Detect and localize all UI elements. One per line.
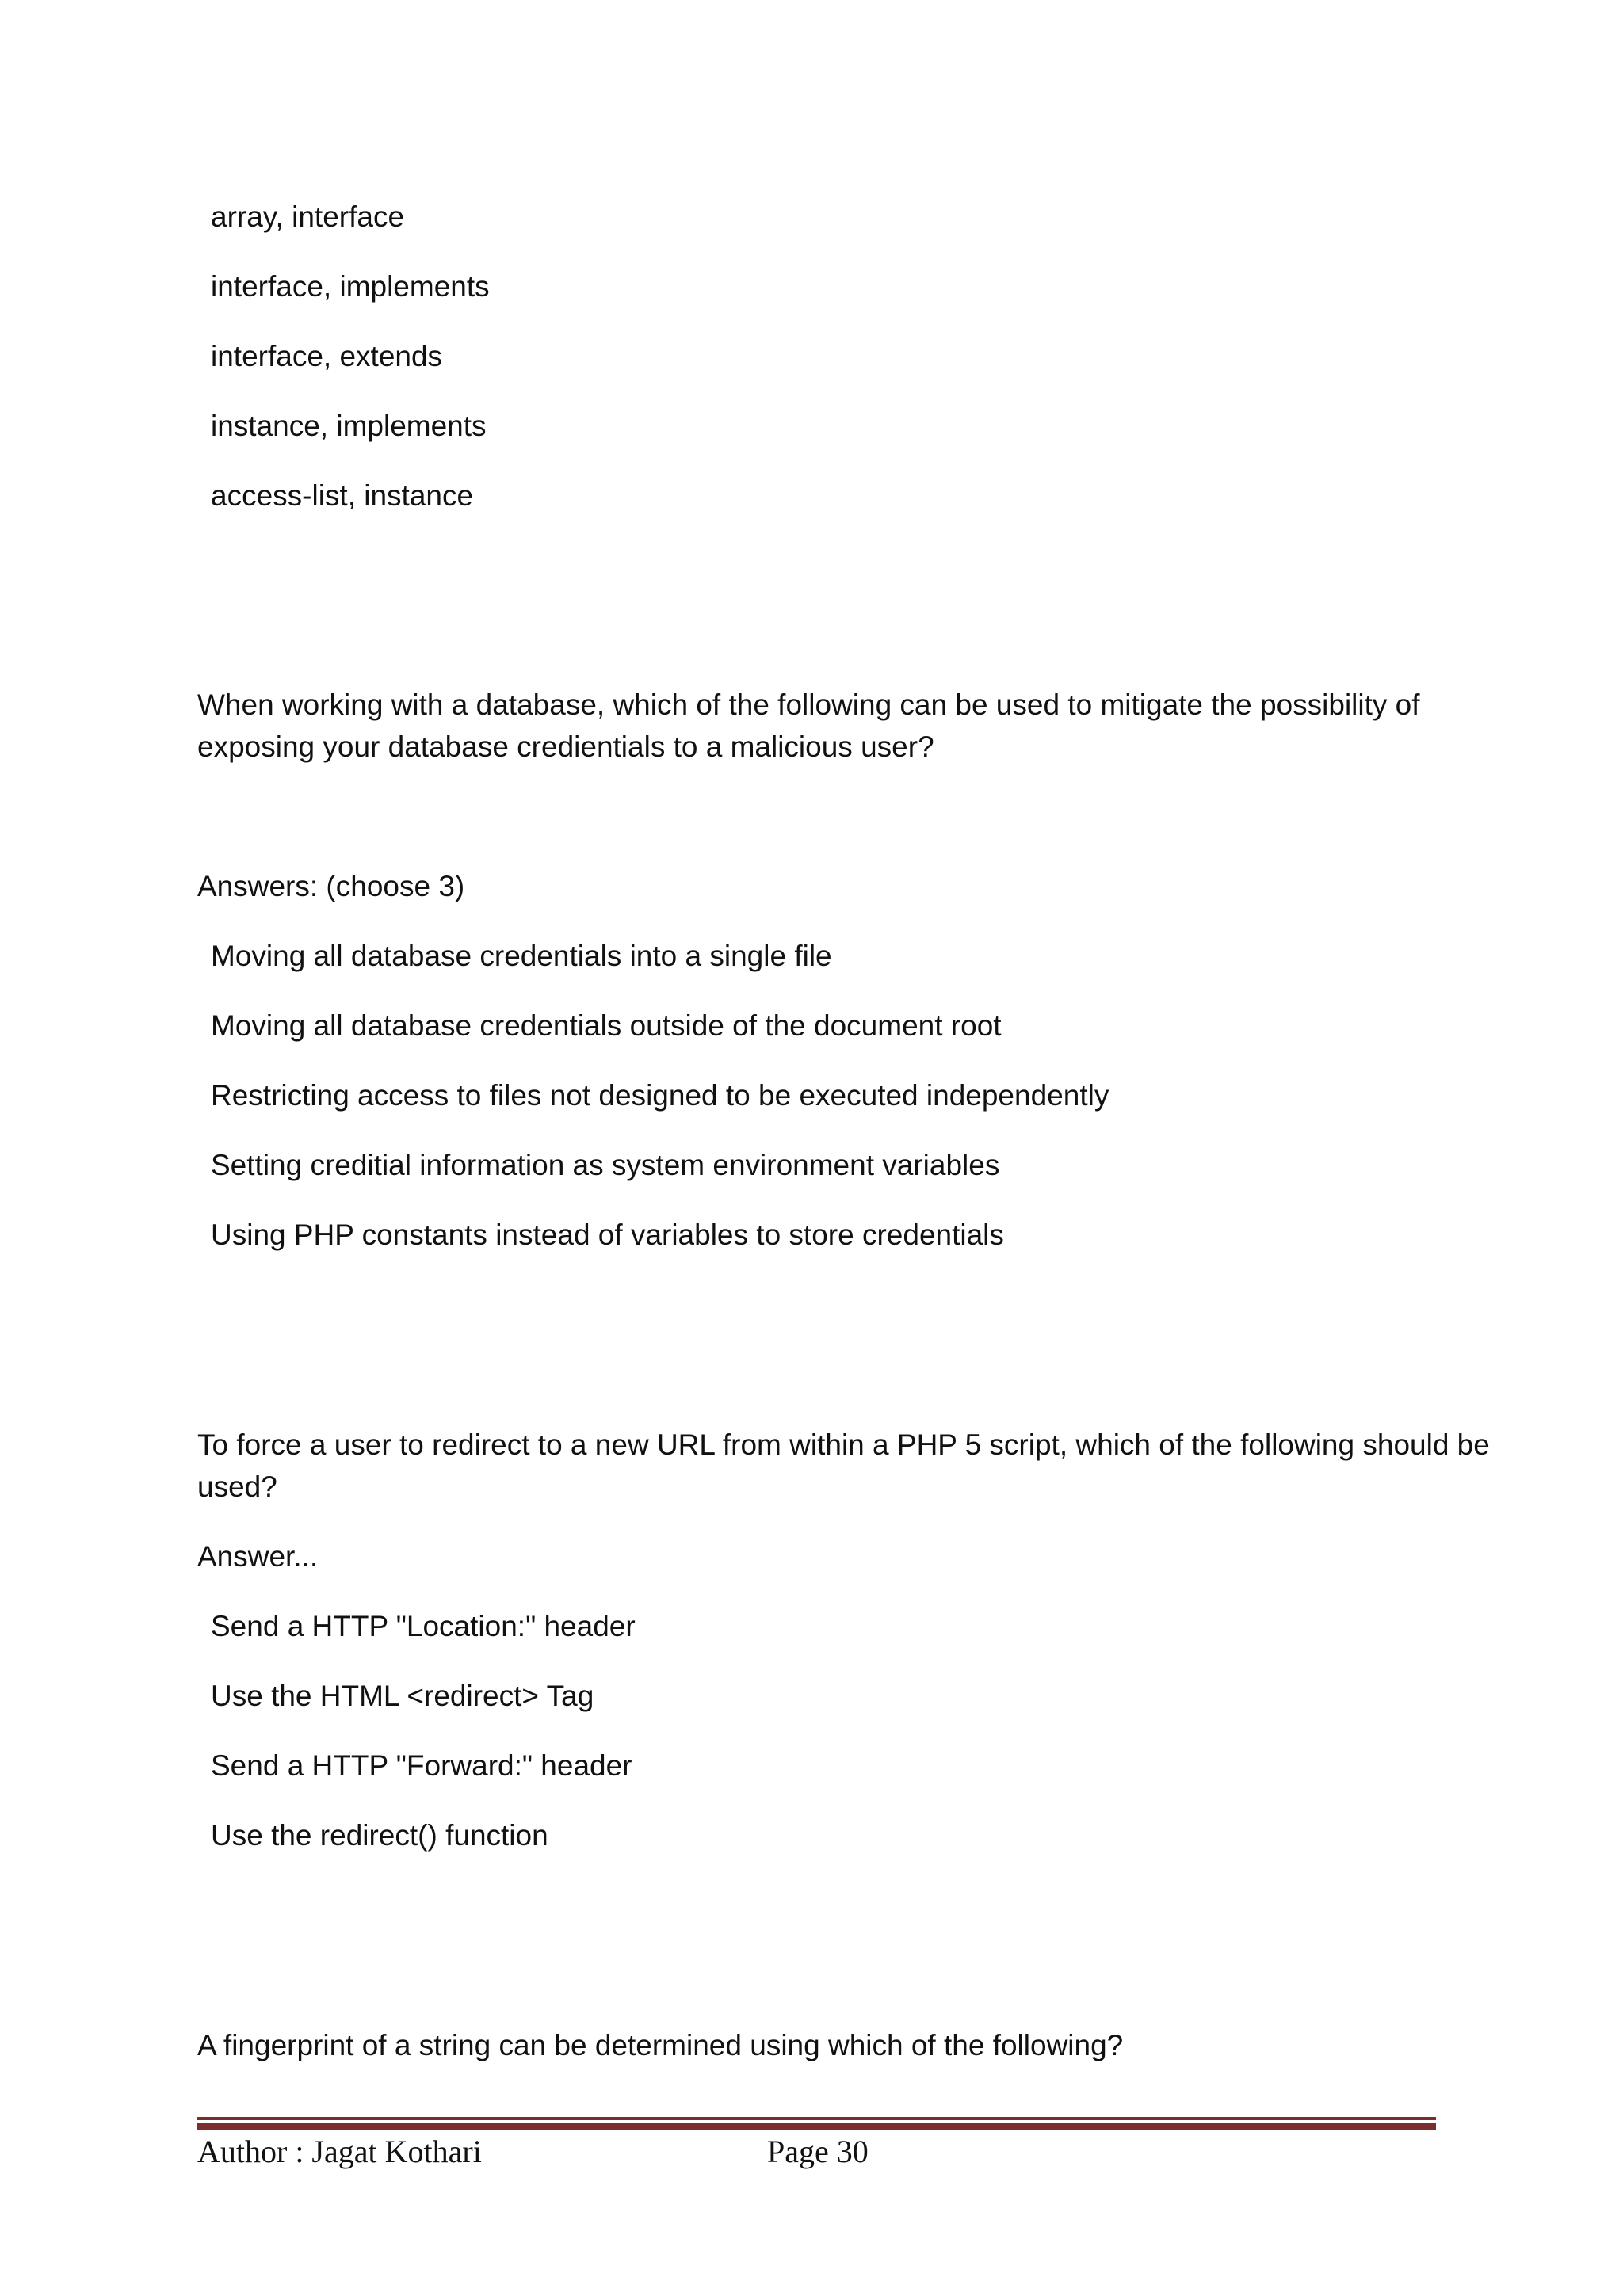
option-array-interface: array, interface	[211, 200, 405, 233]
option-redirect-4: Use the redirect() function	[211, 1819, 548, 1852]
option-redirect-1: Send a HTTP "Location:" header	[211, 1610, 636, 1642]
footer-page-number: Page 30	[767, 2134, 869, 2169]
footer-rule-thick	[197, 2123, 1436, 2130]
option-redirect-3: Send a HTTP "Forward:" header	[211, 1749, 632, 1782]
option-db-4: Setting creditial information as system environment variables	[211, 1149, 1000, 1181]
option-instance-implements: instance, implements	[211, 410, 487, 442]
answers-label: Answers: (choose 3)	[197, 870, 465, 902]
option-redirect-2: Use the HTML <redirect> Tag	[211, 1680, 594, 1712]
question-redirect-line2: used?	[197, 1470, 277, 1503]
question-fingerprint: A fingerprint of a string can be determined using which of the following?	[197, 2029, 1124, 2061]
question-db-line2: exposing your database credientials to a malicious user?	[197, 730, 934, 763]
question-db-line1: When working with a database, which of the following can be used to mitigate the possibility of	[197, 688, 1420, 721]
option-db-1: Moving all database credentials into a single file	[211, 940, 832, 972]
option-interface-extends: interface, extends	[211, 340, 443, 372]
option-db-5: Using PHP constants instead of variables to store credentials	[211, 1219, 1004, 1251]
option-interface-implements: interface, implements	[211, 270, 490, 303]
footer-rule-thin	[197, 2117, 1436, 2120]
option-db-2: Moving all database credentials outside of the document root	[211, 1009, 1002, 1042]
option-db-3: Restricting access to files not designed to be executed independently	[211, 1079, 1109, 1112]
answer-label: Answer...	[197, 1540, 319, 1573]
footer-author: Author : Jagat Kothari	[197, 2134, 482, 2169]
option-access-list-instance: access-list, instance	[211, 479, 474, 512]
question-redirect-line1: To force a user to redirect to a new URL from within a PHP 5 script, which of the following should be	[197, 1428, 1490, 1461]
